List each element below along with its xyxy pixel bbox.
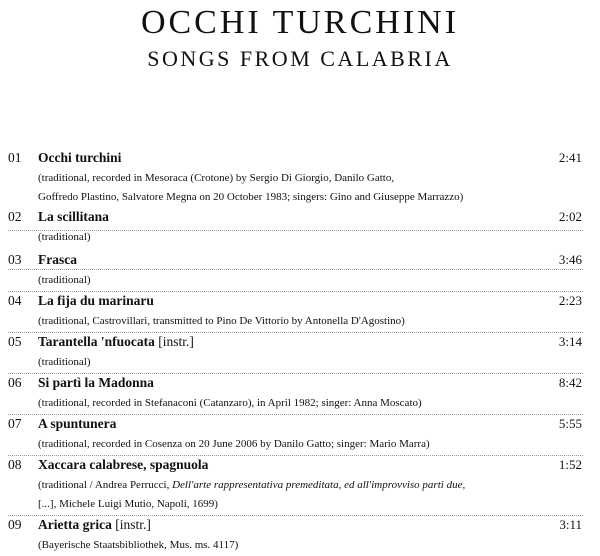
track-note [38,169,558,207]
track-title: Occhi turchini [38,150,122,165]
divider [8,269,583,270]
track-note [38,476,558,514]
track-duration: 2:23 [558,293,582,308]
track-title: Xaccara calabrese, spagnuola [38,457,209,472]
track-number: 03 [8,252,22,267]
track-note-line: (traditional, recorded in Cosenza on 20 June 2006 by Danilo Gatto; singer: Mario Marra) [38,438,430,450]
track-note [38,435,558,454]
track-note-line: (traditional, recorded in Stefanaconi (Catanzaro), in April 1982; singer: Anna Moscato) [38,397,422,409]
track-note [38,353,558,372]
track-number: 06 [8,375,22,390]
track-note [38,228,558,247]
track-duration: 8:42 [558,375,582,390]
track-title-text: Tarantella 'nfuocata [38,334,155,349]
track-title: La scillitana [38,209,109,224]
track-note [38,271,558,290]
track-note [38,394,558,413]
track-note-line: (traditional, Castrovillari, transmitted to Pino De Vittorio by Antonella D'Agostino) [38,315,405,327]
track-duration: 3:14 [558,334,582,349]
track-note-italic: Dell'arte rappresentativa premeditata, ed all'improvviso parti due, [172,479,466,491]
album-title: OCCHI TURCHINI [140,4,460,41]
track-note [38,312,558,331]
track-duration: 3:46 [558,252,582,267]
album-subtitle: SONGS FROM CALABRIA [147,46,453,71]
track-title: Si partì la Madonna [38,375,154,390]
track-note-line: (traditional) [38,356,91,368]
track-instr-tag: [instr.] [115,517,151,532]
track-title: A spuntunera [38,416,117,431]
track-duration: 2:41 [558,150,582,165]
track-number: 05 [8,334,22,349]
track-note-text: (traditional / Andrea Perrucci, [38,479,173,491]
track-note-line: (Bayerische Staatsbibliothek, Mus. ms. 4117) [38,539,239,551]
track-number: 09 [8,517,22,532]
track-title-text: Arietta grica [38,517,112,532]
track-title [38,332,194,352]
track-note-line [38,476,558,495]
track-number: 08 [8,457,22,472]
track-note-line: [...], Michele Luigi Mutio, Napoli, 1699) [38,498,218,510]
track-number: 07 [8,416,22,431]
track-number: 02 [8,209,22,224]
track-note-line: (traditional) [38,231,91,243]
track-duration: 2:02 [558,209,582,224]
track-title: Frasca [38,252,77,267]
track-note-line: Goffredo Plastino, Salvatore Megna on 20 October 1983; singers: Gino and Giuseppe Marrazzo) [38,191,464,203]
track-title [38,515,151,535]
track-duration: 5:55 [558,416,582,431]
track-title: La fija du marinaru [38,293,154,308]
track-number: 04 [8,293,22,308]
track-instr-tag: [instr.] [158,334,194,349]
track-note-line: (traditional, recorded in Mesoraca (Crotone) by Sergio Di Giorgio, Danilo Gatto, [38,172,395,184]
track-duration: 1:52 [558,457,582,472]
track-note-line: (traditional) [38,274,91,286]
track-note [38,536,558,555]
track-number: 01 [8,150,22,165]
track-duration: 3:11 [559,517,582,532]
